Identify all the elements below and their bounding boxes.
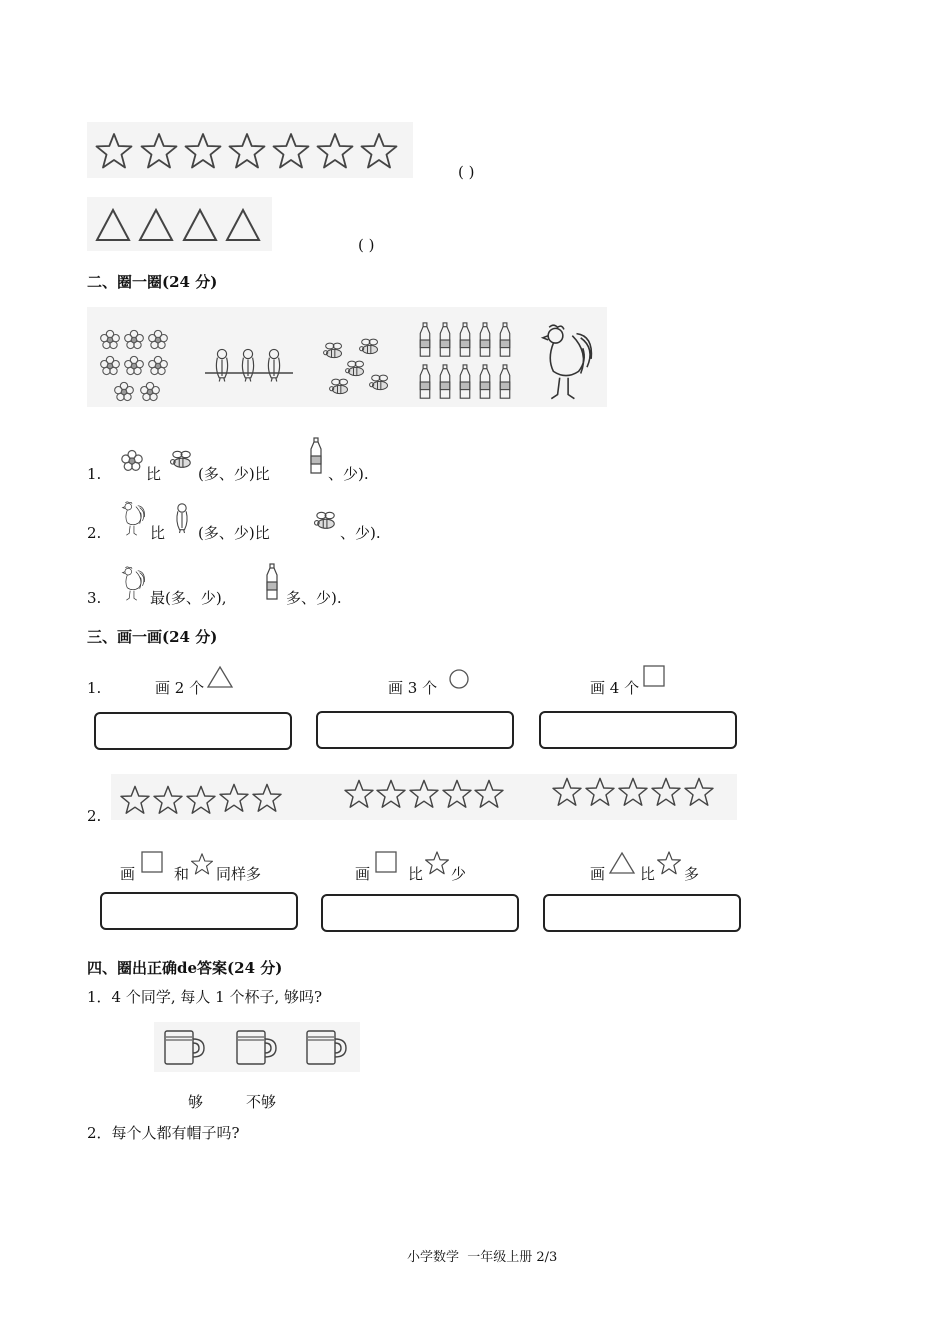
answer-not-enough[interactable]: 不够: [246, 1093, 277, 1111]
bottle-icon: [306, 436, 326, 476]
star-icon: [424, 850, 450, 876]
draw-box-circles[interactable]: [316, 711, 514, 749]
q2-1-choice[interactable]: (多、少)比: [198, 465, 270, 483]
q2-2-number: 2.: [87, 524, 102, 542]
draw-triangle-label: 画 2 个: [155, 679, 205, 697]
star-icon: [190, 852, 214, 876]
q2-1-bi: 比: [146, 465, 162, 483]
star-icon: [656, 850, 682, 876]
triangle-row-svg: [87, 197, 272, 251]
q3-2-b-mid: 比: [408, 865, 424, 883]
square-icon: [140, 850, 166, 876]
draw-box-more-than-stars[interactable]: [543, 894, 741, 932]
triangle-icon: [206, 664, 234, 690]
q4-2-text: 2．每个人都有帽子吗?: [87, 1124, 240, 1142]
cups-svg: [154, 1022, 360, 1072]
star-groups-picture: [111, 774, 737, 820]
bee-icon: [168, 449, 196, 471]
rooster-icon: [118, 565, 148, 603]
star-groups-svg: [111, 774, 737, 820]
cups-picture: [154, 1022, 360, 1072]
q2-3-number: 3.: [87, 589, 102, 607]
q2-2-tail[interactable]: 、少).: [340, 524, 381, 542]
triangles-answer-blank[interactable]: ( ): [358, 236, 375, 254]
q3-2-c-pre: 画: [590, 865, 606, 883]
bottle-icon: [262, 562, 282, 602]
q2-2-choice[interactable]: (多、少)比: [198, 524, 270, 542]
q2-1-tail[interactable]: 、少).: [328, 465, 369, 483]
flower-icon: [120, 449, 144, 473]
q2-2-bi: 比: [150, 524, 166, 542]
circle-picture-svg: [87, 307, 607, 407]
square-icon: [642, 664, 668, 690]
draw-circle-label: 画 3 个: [388, 679, 438, 697]
stars-picture: [87, 122, 413, 178]
q2-3-zui[interactable]: 最(多、少),: [150, 589, 227, 607]
draw-square-label: 画 4 个: [590, 679, 640, 697]
square-icon: [374, 850, 400, 876]
q4-1-text: 1．4 个同学, 每人 1 个杯子, 够吗?: [87, 988, 323, 1006]
section-2-heading: 二、圈一圈(24 分): [87, 273, 218, 291]
triangle-icon: [608, 850, 636, 876]
answer-enough[interactable]: 够: [188, 1093, 204, 1111]
page-footer: 小学数学 一年级上册 2/3: [407, 1250, 558, 1265]
q2-3-tail[interactable]: 多、少).: [286, 589, 342, 607]
q3-1-number: 1.: [87, 679, 102, 697]
q3-2-b-post: 少: [451, 865, 467, 883]
draw-box-same-as-stars[interactable]: [100, 892, 298, 930]
q3-2-a-mid: 和: [174, 865, 190, 883]
rooster-icon: [118, 500, 148, 538]
bird-icon: [172, 500, 192, 536]
q3-2-b-pre: 画: [355, 865, 371, 883]
circle-icon: [448, 668, 472, 692]
q3-2-number: 2.: [87, 807, 102, 825]
stars-answer-blank[interactable]: ( ): [458, 163, 475, 181]
section-4-heading: 四、圈出正确de答案(24 分): [87, 959, 283, 977]
section-3-heading: 三、画一画(24 分): [87, 628, 218, 646]
q3-2-c-post: 多: [684, 865, 700, 883]
star-row-svg: [87, 122, 413, 178]
q3-2-a-pre: 画: [120, 865, 136, 883]
q2-1-number: 1.: [87, 465, 102, 483]
bee-icon: [312, 510, 340, 532]
draw-box-triangles[interactable]: [94, 712, 292, 750]
draw-box-squares[interactable]: [539, 711, 737, 749]
circle-picture: [87, 307, 607, 407]
draw-box-fewer-than-stars[interactable]: [321, 894, 519, 932]
q3-2-c-mid: 比: [640, 865, 656, 883]
triangles-picture: [87, 197, 272, 251]
q3-2-a-post: 同样多: [216, 865, 262, 883]
